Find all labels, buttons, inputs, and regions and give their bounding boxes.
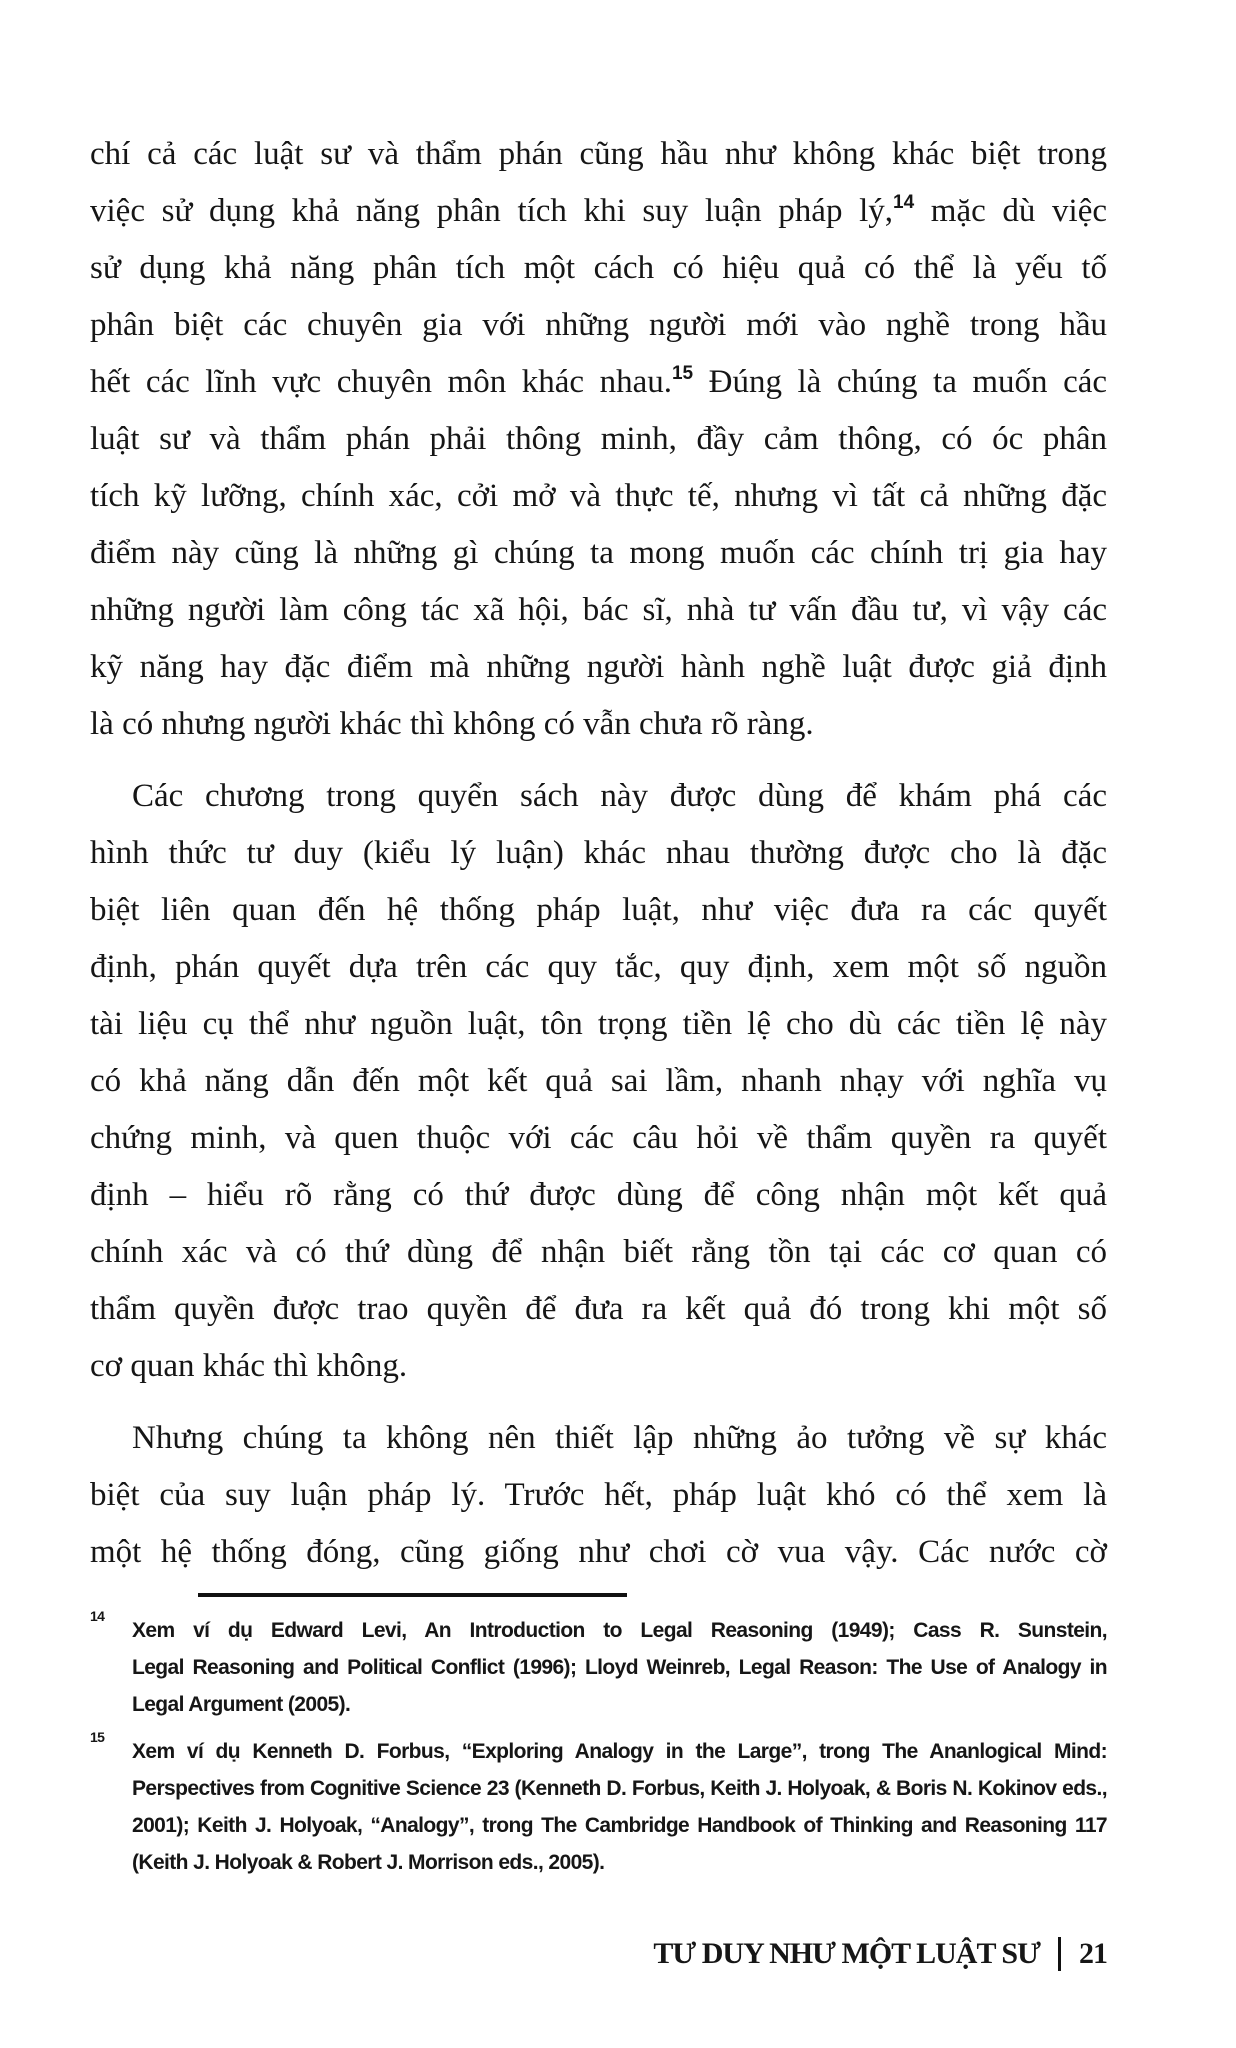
footnote-14 (90, 1608, 1107, 1723)
footnote-line: Legal Reasoning and Political Conflict (1996); Lloyd Weinreb, Legal Reason: The Use of Analogy in (132, 1656, 1107, 1679)
text-line: Các chương trong quyển sách này được dùng để khám phá các (132, 778, 1107, 814)
text: Đúng là chúng ta muốn các (693, 364, 1108, 400)
footnotes (90, 1608, 1107, 1891)
text-line: là có nhưng người khác thì không có vẫn chưa rõ ràng. (90, 706, 814, 742)
text-line: định – hiểu rõ rằng có thứ được dùng để công nhận một kết quả (90, 1177, 1107, 1213)
footnote-line: (Keith J. Holyoak & Robert J. Morrison eds., 2005). (132, 1851, 605, 1874)
text-line: cơ quan khác thì không. (90, 1348, 408, 1384)
footnote-ref-14[interactable]: 14 (893, 192, 915, 213)
text-line: có khả năng dẫn đến một kết quả sai lầm, nhanh nhạy với nghĩa vụ (90, 1063, 1107, 1099)
footnote-line: Xem ví dụ Kenneth D. Forbus, “Exploring Analogy in the Large”, trong The Ananlogical Mind: (132, 1740, 1107, 1763)
footnote-15 (90, 1729, 1107, 1881)
footnote-line: 2001); Keith J. Holyoak, “Analogy”, trong The Cambridge Handbook of Thinking and Reasoning 117 (132, 1814, 1107, 1837)
footnote-line: Legal Argument (2005). (132, 1693, 351, 1716)
page-footer (653, 1937, 1107, 1971)
footer-divider (1058, 1937, 1061, 1971)
text-line: biệt của suy luận pháp lý. Trước hết, pháp luật khó có thể xem là (90, 1477, 1107, 1513)
text-line: kỹ năng hay đặc điểm mà những người hành nghề luật được giả định (90, 649, 1107, 685)
footnote-line: Xem ví dụ Edward Levi, An Introduction to Legal Reasoning (1949); Cass R. Sunstein, (132, 1619, 1107, 1642)
running-title: TƯ DUY NHƯ MỘT LUẬT SƯ (653, 1937, 1040, 1970)
footnote-line: Perspectives from Cognitive Science 23 (Kenneth D. Forbus, Keith J. Holyoak, & Boris N. Kokinov eds., (132, 1777, 1107, 1800)
text-line: chứng minh, và quen thuộc với các câu hỏi về thẩm quyền ra quyết (90, 1120, 1107, 1156)
text-line: thẩm quyền được trao quyền để đưa ra kết quả đó trong khi một số (90, 1291, 1107, 1327)
page-number: 21 (1079, 1937, 1107, 1970)
footnote-number: 14 (90, 1608, 105, 1624)
paragraph-1 (90, 126, 1107, 753)
text-line: một hệ thống đóng, cũng giống như chơi cờ vua vậy. Các nước cờ (90, 1534, 1107, 1570)
text: mặc dù việc (914, 193, 1107, 229)
footnote-ref-15[interactable]: 15 (671, 363, 694, 384)
text-line: chính xác và có thứ dùng để nhận biết rằng tồn tại các cơ quan có (90, 1234, 1107, 1270)
footnote-divider (198, 1593, 627, 1597)
paragraph-2 (90, 768, 1107, 1395)
text: việc sử dụng khả năng phân tích khi suy luận pháp lý, (90, 193, 894, 229)
text: hết các lĩnh vực chuyên môn khác nhau. (90, 364, 672, 400)
text-line: luật sư và thẩm phán phải thông minh, đầy cảm thông, có óc phân (90, 421, 1107, 457)
body-text (90, 126, 1107, 1596)
text-line (90, 183, 1107, 240)
text-line: Nhưng chúng ta không nên thiết lập những ảo tưởng về sự khác (132, 1420, 1107, 1456)
text-line: biệt liên quan đến hệ thống pháp luật, như việc đưa ra các quyết (90, 892, 1107, 928)
text-line: sử dụng khả năng phân tích một cách có hiệu quả có thể là yếu tố (90, 250, 1107, 286)
text-line: điểm này cũng là những gì chúng ta mong muốn các chính trị gia hay (90, 535, 1107, 571)
text-line: phân biệt các chuyên gia với những người mới vào nghề trong hầu (90, 307, 1107, 343)
text-line: định, phán quyết dựa trên các quy tắc, quy định, xem một số nguồn (90, 949, 1107, 985)
text-line: tích kỹ lưỡng, chính xác, cởi mở và thực tế, nhưng vì tất cả những đặc (90, 478, 1107, 514)
text-line: hình thức tư duy (kiểu lý luận) khác nhau thường được cho là đặc (90, 835, 1107, 871)
footnote-number: 15 (90, 1729, 105, 1745)
text-line: những người làm công tác xã hội, bác sĩ, nhà tư vấn đầu tư, vì vậy các (90, 592, 1107, 628)
paragraph-3 (90, 1410, 1107, 1581)
text-line (90, 354, 1107, 411)
text-line: tài liệu cụ thể như nguồn luật, tôn trọng tiền lệ cho dù các tiền lệ này (90, 1006, 1107, 1042)
text-line: chí cả các luật sư và thẩm phán cũng hầu như không khác biệt trong (90, 136, 1107, 172)
